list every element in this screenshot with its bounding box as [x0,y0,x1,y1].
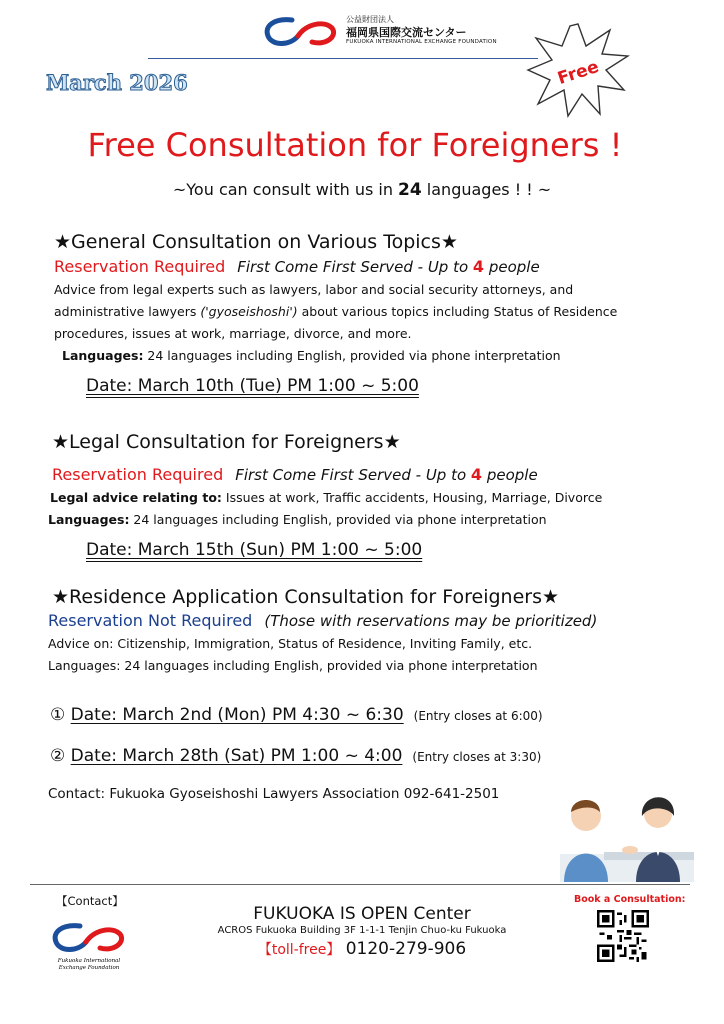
org-jp-small: 公益財団法人 [346,15,394,24]
general-reservation [54,257,540,276]
subtitle-number: 24 [398,180,422,200]
center-address: ACROS Fukuoka Building 3F 1-1-1 Tenjin Chuo-ku Fukuoka [217,925,507,936]
free-badge-text: Free [555,56,602,89]
general-desc-line2: administrative lawyers ('gyoseishoshi') about various topics including Status of Residence [54,304,618,319]
legal-date: Date: March 15th (Sun) PM 1:00 ~ 5:00 [86,540,423,560]
legal-advice: Legal advice relating to: Issues at work, Traffic accidents, Housing, Marriage, Divorce [50,490,603,505]
consultation-illustration [560,782,694,882]
general-description [54,279,617,345]
legal-first-come: First Come First Served - Up to 4 people [235,465,538,484]
month-label: March 2026 [46,70,188,95]
legal-reservation-label: Reservation Required [52,465,224,484]
subtitle [0,180,724,200]
general-heading: ★General Consultation on Various Topics★ [54,231,458,253]
residence-languages: Languages: 24 languages including English, provided via phone interpretation [48,658,538,673]
residence-advice: Advice on: Citizenship, Immigration, Status of Residence, Inviting Family, etc. [48,636,533,651]
svg-text:Exchange Foundation: Exchange Foundation [58,965,120,971]
book-consultation-label: Book a Consultation: [574,894,686,905]
subtitle-pre: ~You can consult with us in [172,180,399,199]
foundation-logo [262,14,340,50]
general-reservation-label: Reservation Required [54,257,226,276]
general-languages: Languages: 24 languages including English, provided via phone interpretation [62,348,561,363]
center-name: FUKUOKA IS OPEN Center [253,904,471,924]
residence-reservation-label: Reservation Not Required [48,611,253,630]
subtitle-post: languages ! ! ~ [421,180,552,199]
free-starburst-badge [526,20,630,118]
footer-contact-label: 【Contact】 [56,894,124,908]
org-name-en: FUKUOKA INTERNATIONAL EXCHANGE FOUNDATION [346,39,497,45]
toll-free-label: 【toll-free】 [257,942,341,958]
general-desc-line1: Advice from legal experts such as lawyers, labor and social security attorneys, and [54,282,574,297]
general-desc-line3: procedures, issues at work, marriage, divorce, and more. [54,326,412,341]
legal-heading: ★Legal Consultation for Foreigners★ [52,431,401,453]
general-first-come: First Come First Served - Up to 4 people [237,257,540,276]
residence-reservation [48,611,597,630]
residence-date-2: ② Date: March 28th (Sat) PM 1:00 ~ 4:00 (Entry closes at 3:30) [50,746,542,766]
residence-date-1: ① Date: March 2nd (Mon) PM 4:30 ~ 6:30 (Entry closes at 6:00) [50,705,543,725]
org-name-jp: 福岡県国際交流センター [346,26,467,39]
residence-priority-note: (Those with reservations may be prioritized) [264,612,598,630]
association-contact: Contact: Fukuoka Gyoseishoshi Lawyers Association 092-641-2501 [48,786,500,802]
general-date: Date: March 10th (Tue) PM 1:00 ~ 5:00 [86,376,419,396]
svg-text:Fukuoka International: Fukuoka International [57,958,121,964]
booking-qr-code[interactable] [597,910,649,962]
legal-reservation [52,465,538,484]
header-rule [148,58,538,59]
footer-rule [30,884,690,885]
page-title: Free Consultation for Foreigners ! [87,126,623,164]
legal-languages: Languages: 24 languages including English, provided via phone interpretation [48,512,547,527]
residence-heading: ★Residence Application Consultation for Foreigners★ [52,586,560,608]
phone-number: 0120-279-906 [345,939,467,959]
